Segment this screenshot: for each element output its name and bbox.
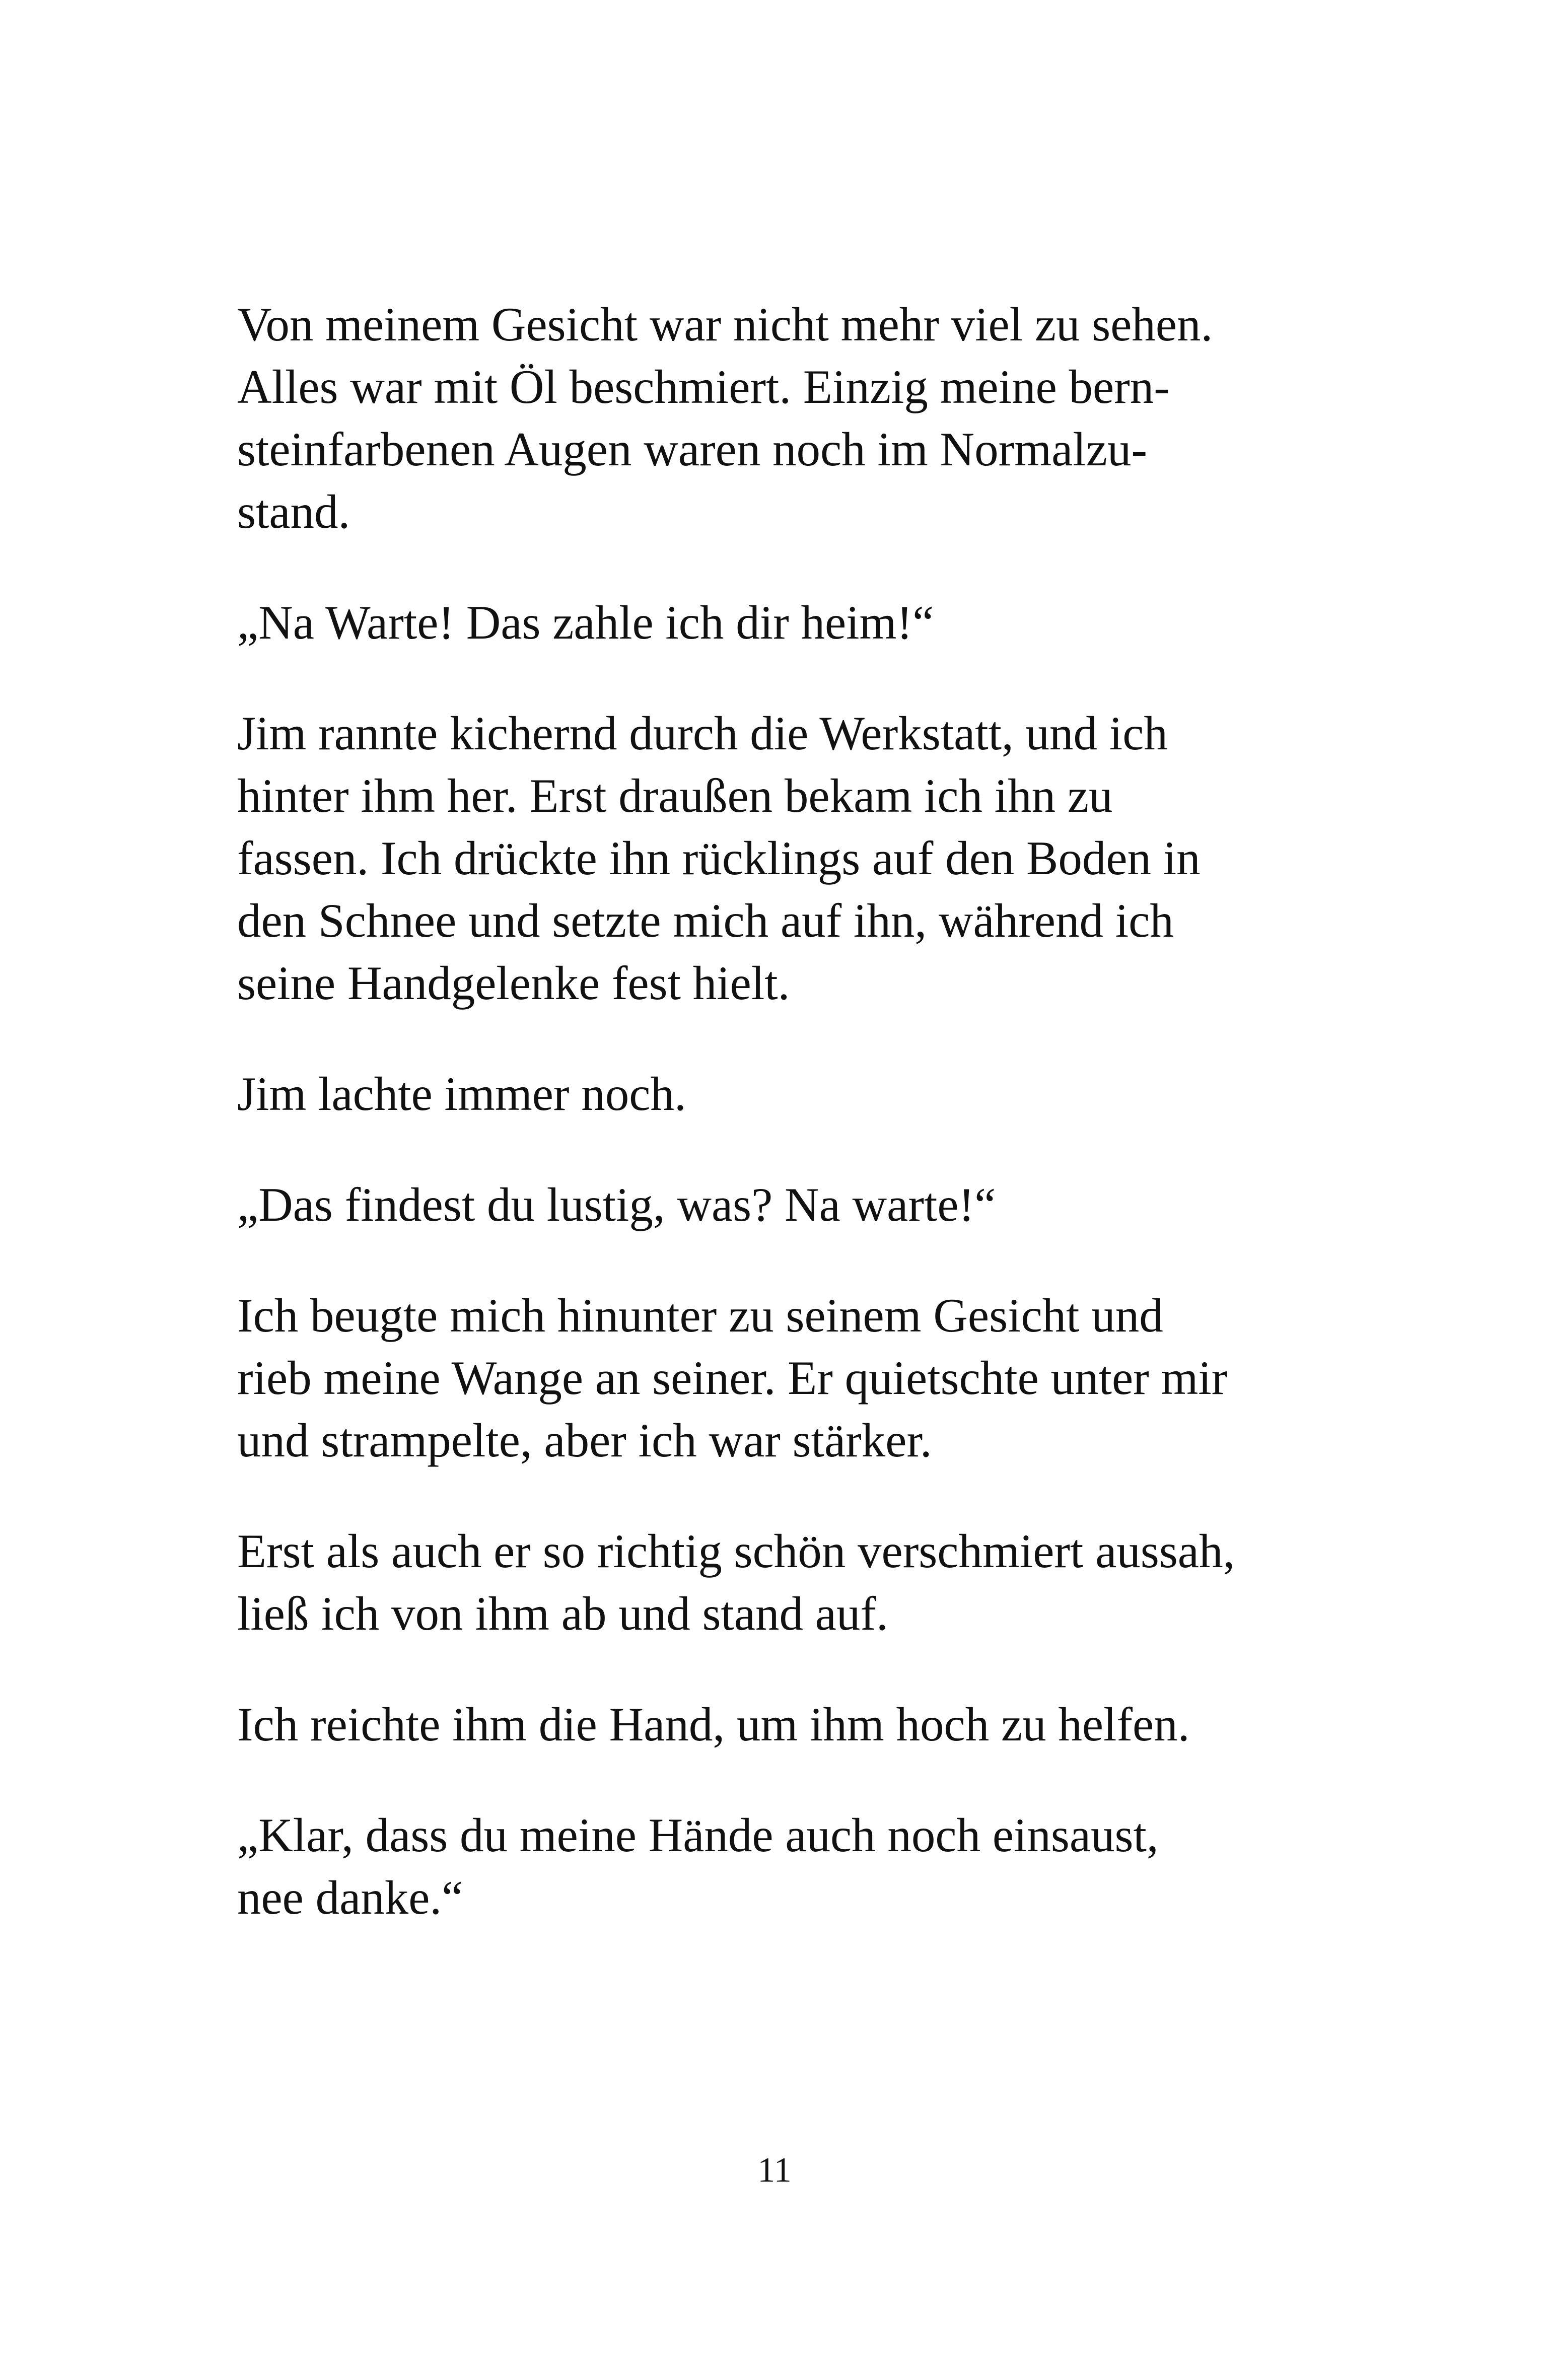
text-line: „Das findest du lustig, was? Na warte!“ (237, 1178, 996, 1231)
text-line: ließ ich von ihm ab und stand auf. (237, 1587, 888, 1640)
text-line: steinfarbenen Augen waren noch im Normalzu- (237, 423, 1147, 476)
page-number: 11 (757, 2151, 792, 2190)
text-line: seine Handgelenke fest hielt. (237, 956, 790, 1010)
text-line: fassen. Ich drückte ihn rücklings auf den Boden in (237, 831, 1201, 885)
paragraph (237, 1063, 1315, 1125)
text-line: Ich reichte ihm die Hand, um ihm hoch zu helfen. (237, 1698, 1190, 1751)
text-line: Jim lachte immer noch. (237, 1067, 686, 1121)
text-line: rieb meine Wange an seiner. Er quietschte unter mir (237, 1351, 1228, 1405)
text-line: und strampelte, aber ich war stärker. (237, 1414, 932, 1467)
text-line: Ich beugte mich hinunter zu seinem Gesicht und (237, 1289, 1163, 1342)
text-line: Von meinem Gesicht war nicht mehr viel zu sehen. (237, 298, 1213, 351)
paragraph (237, 1804, 1315, 1929)
text-line: Jim rannte kichernd durch die Werkstatt, und ich (237, 707, 1168, 760)
page-body (237, 293, 1315, 1977)
text-line: stand. (237, 485, 350, 538)
paragraph (237, 1520, 1315, 1645)
paragraph (237, 1693, 1315, 1756)
text-line: Erst als auch er so richtig schön verschmiert aussah, (237, 1524, 1235, 1578)
text-line: nee danke.“ (237, 1871, 463, 1924)
paragraph (237, 1284, 1315, 1472)
paragraph (237, 702, 1315, 1014)
text-line: den Schnee und setzte mich auf ihn, während ich (237, 894, 1174, 947)
text-line: „Klar, dass du meine Hände auch noch einsaust, (237, 1808, 1159, 1862)
text-line: „Na Warte! Das zahle ich dir heim!“ (237, 596, 934, 649)
paragraph (237, 591, 1315, 654)
paragraph (237, 1173, 1315, 1236)
paragraph (237, 293, 1315, 543)
text-line: hinter ihm her. Erst draußen bekam ich ihn zu (237, 769, 1113, 822)
text-line: Alles war mit Öl beschmiert. Einzig meine bern- (237, 360, 1170, 413)
